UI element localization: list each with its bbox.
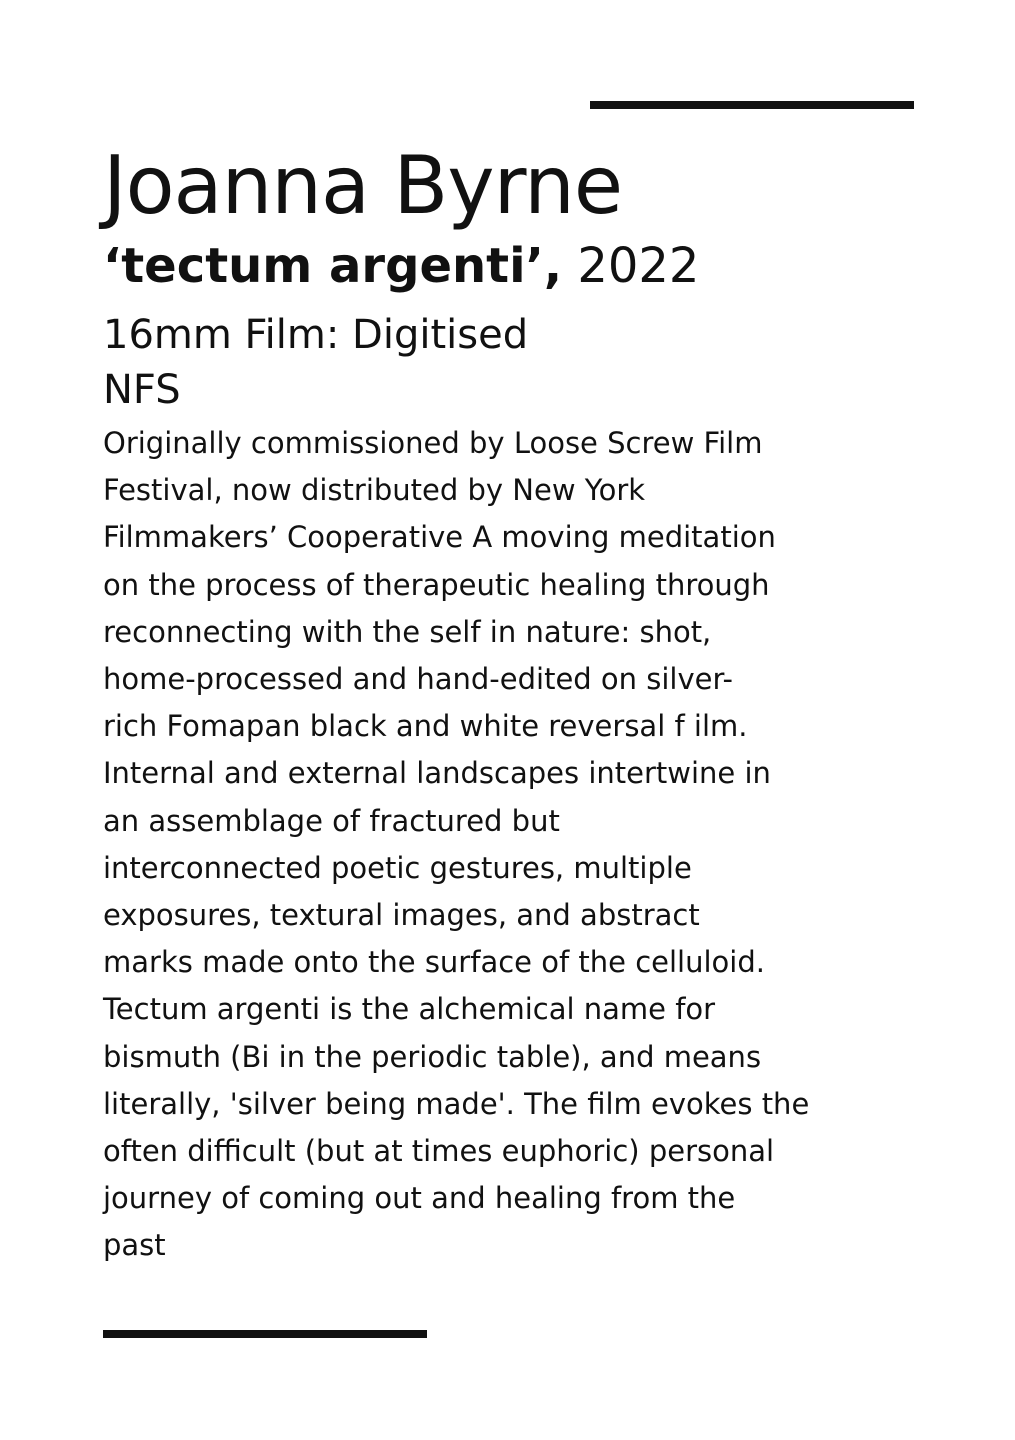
- artwork-year: 2022: [577, 238, 700, 294]
- artist-name: Joanna Byrne: [103, 139, 623, 232]
- availability-status: NFS: [103, 367, 181, 413]
- artwork-description: Originally commissioned by Loose Screw Film Festival, now distributed by New York Filmmakers’ Cooperative A moving meditation on the process of therapeutic healing through reconnecting with the self in nature: shot, home-processed and hand-edited on silver- rich Fomapan black and white reversal f ilm. Internal and external landscapes intertwine in an assemblage of fractured but interconnected poetic gestures, multiple exposures, textural images, and abstract marks made onto the surface of the celluloid. Tectum argenti is the alchemical name for bismuth (Bi in the periodic table), and means literally, 'silver being made'. The film evokes the often difficult (but at times euphoric) personal journey of coming out and healing from the past: [103, 426, 810, 1263]
- artwork-medium: 16mm Film: Digitised: [103, 312, 529, 358]
- artwork-title-line: [103, 234, 933, 298]
- artwork-label: [103, 138, 933, 1270]
- artwork-title: ‘tectum argenti’,: [103, 238, 563, 294]
- top-divider: [590, 101, 914, 109]
- bottom-divider: [103, 1330, 427, 1338]
